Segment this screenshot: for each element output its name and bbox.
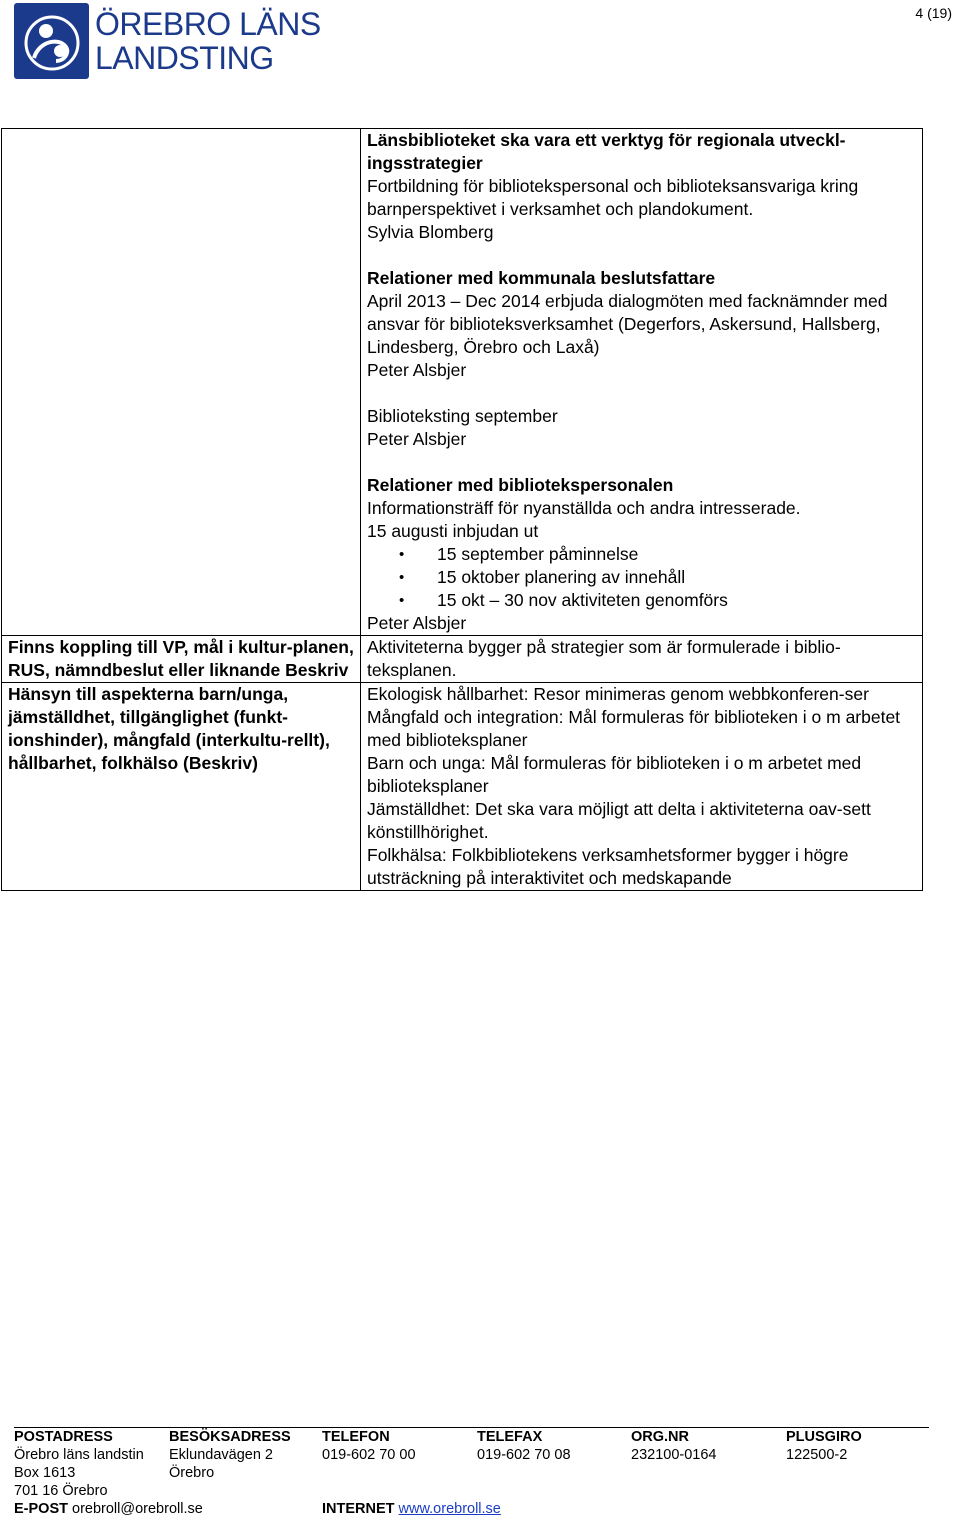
responsible-person: Peter Alsbjer: [367, 429, 467, 449]
footer-header: TELEFAX: [477, 1429, 543, 1445]
responsible-person: Peter Alsbjer: [367, 613, 467, 633]
footer-value: 122500-2: [786, 1447, 848, 1463]
section-title: Relationer med bibliotekspersonalen: [367, 475, 674, 495]
footer-value: Eklundavägen 2: [169, 1447, 273, 1463]
section-title: Länsbiblioteket ska vara ett verktyg för regionala utveckl-ingsstrategier: [367, 130, 846, 173]
logo-line-1: ÖREBRO LÄNS: [95, 6, 321, 42]
section-title: Relationer med kommunala beslutsfattare: [367, 268, 716, 288]
footer-header: PLUSGIRO: [786, 1429, 862, 1445]
responsible-person: Sylvia Blomberg: [367, 222, 494, 242]
section-text: April 2013 – Dec 2014 erbjuda dialogmöten med facknämnder med ansvar för biblioteksverksamhet (Degerfors, Askersund, Hallsberg, Lindesberg, Örebro och Laxå): [367, 291, 888, 357]
landsting-logo: [14, 3, 321, 79]
aspect-line: Mångfald och integration: Mål formuleras för biblioteken i o m arbetet med biblioteksplaner: [367, 707, 901, 750]
footer: [14, 1427, 929, 1518]
section-text: 15 augusti inbjudan ut: [367, 521, 539, 541]
section-text: Biblioteksting september: [367, 406, 558, 426]
logo-line-2: LANDSTING: [95, 40, 274, 76]
footer-value: 701 16 Örebro: [14, 1483, 108, 1499]
aspect-line: Ekologisk hållbarhet: Resor minimeras genom webbkonferen-ser: [367, 684, 869, 704]
footer-value: 232100-0164: [631, 1447, 717, 1463]
content-table: [1, 128, 923, 891]
footer-value: Örebro: [169, 1465, 215, 1481]
list-item: • 15 oktober planering av innehåll: [437, 566, 916, 589]
logo-emblem-icon: [14, 3, 89, 79]
question-cell-1: Finns koppling till VP, mål i kultur-planen, RUS, nämndbeslut eller liknande Beskriv: [2, 636, 361, 683]
left-empty-cell: [2, 129, 361, 636]
email-label: E-POST: [14, 1501, 68, 1517]
schedule-list: [367, 543, 916, 612]
email-value[interactable]: orebroll@orebroll.se: [72, 1501, 203, 1517]
responsible-person: Peter Alsbjer: [367, 360, 467, 380]
answer-cell-2: [361, 683, 923, 891]
aspect-line: Barn och unga: Mål formuleras för biblioteken i o m arbetet med biblioteksplaner: [367, 753, 862, 796]
internet-label: INTERNET: [322, 1501, 395, 1517]
footer-headers: [14, 1428, 929, 1446]
list-item: • 15 okt – 30 nov aktiviteten genomförs: [437, 589, 916, 612]
footer-header: TELEFON: [322, 1429, 390, 1445]
footer-address-row: [14, 1482, 929, 1500]
answer-cell-1: Aktiviteterna bygger på strategier som är formulerade i biblio-teksplanen.: [361, 636, 923, 683]
aspect-line: Folkhälsa: Folkbibliotekens verksamhetsformer bygger i högre utsträckning på interaktivitet och medskapande: [367, 845, 849, 888]
section-text: Informationsträff för nyanställda och andra intresserade.: [367, 498, 801, 518]
aspect-line: Jämställdhet: Det ska vara möjligt att delta i aktiviteterna oav-sett könstillhörighet.: [367, 799, 871, 842]
footer-header: ORG.NR: [631, 1429, 689, 1445]
page-number: 4 (19): [915, 5, 952, 21]
footer-header: POSTADRESS: [14, 1429, 113, 1445]
internet-link[interactable]: www.orebroll.se: [398, 1501, 501, 1517]
footer-value: 019-602 70 00: [322, 1447, 416, 1463]
footer-address-row: [14, 1464, 929, 1482]
list-item: • 15 september påminnelse: [437, 543, 916, 566]
footer-contact-row: [14, 1500, 929, 1518]
footer-value: Box 1613: [14, 1465, 76, 1481]
activities-cell: [361, 129, 923, 636]
footer-values: [14, 1446, 929, 1464]
footer-header: BESÖKSADRESS: [169, 1429, 291, 1445]
question-cell-2: Hänsyn till aspekterna barn/unga, jämställdhet, tillgänglighet (funkt-ionshinder), mångfald (interkultu-rellt), hållbarhet, folkhälso (Beskriv): [2, 683, 361, 891]
footer-value: 019-602 70 08: [477, 1447, 571, 1463]
footer-value: Örebro läns landstin: [14, 1447, 144, 1463]
section-text: Fortbildning för bibliotekspersonal och biblioteksansvariga kring barnperspektivet i verksamhet och plandokument.: [367, 176, 859, 219]
